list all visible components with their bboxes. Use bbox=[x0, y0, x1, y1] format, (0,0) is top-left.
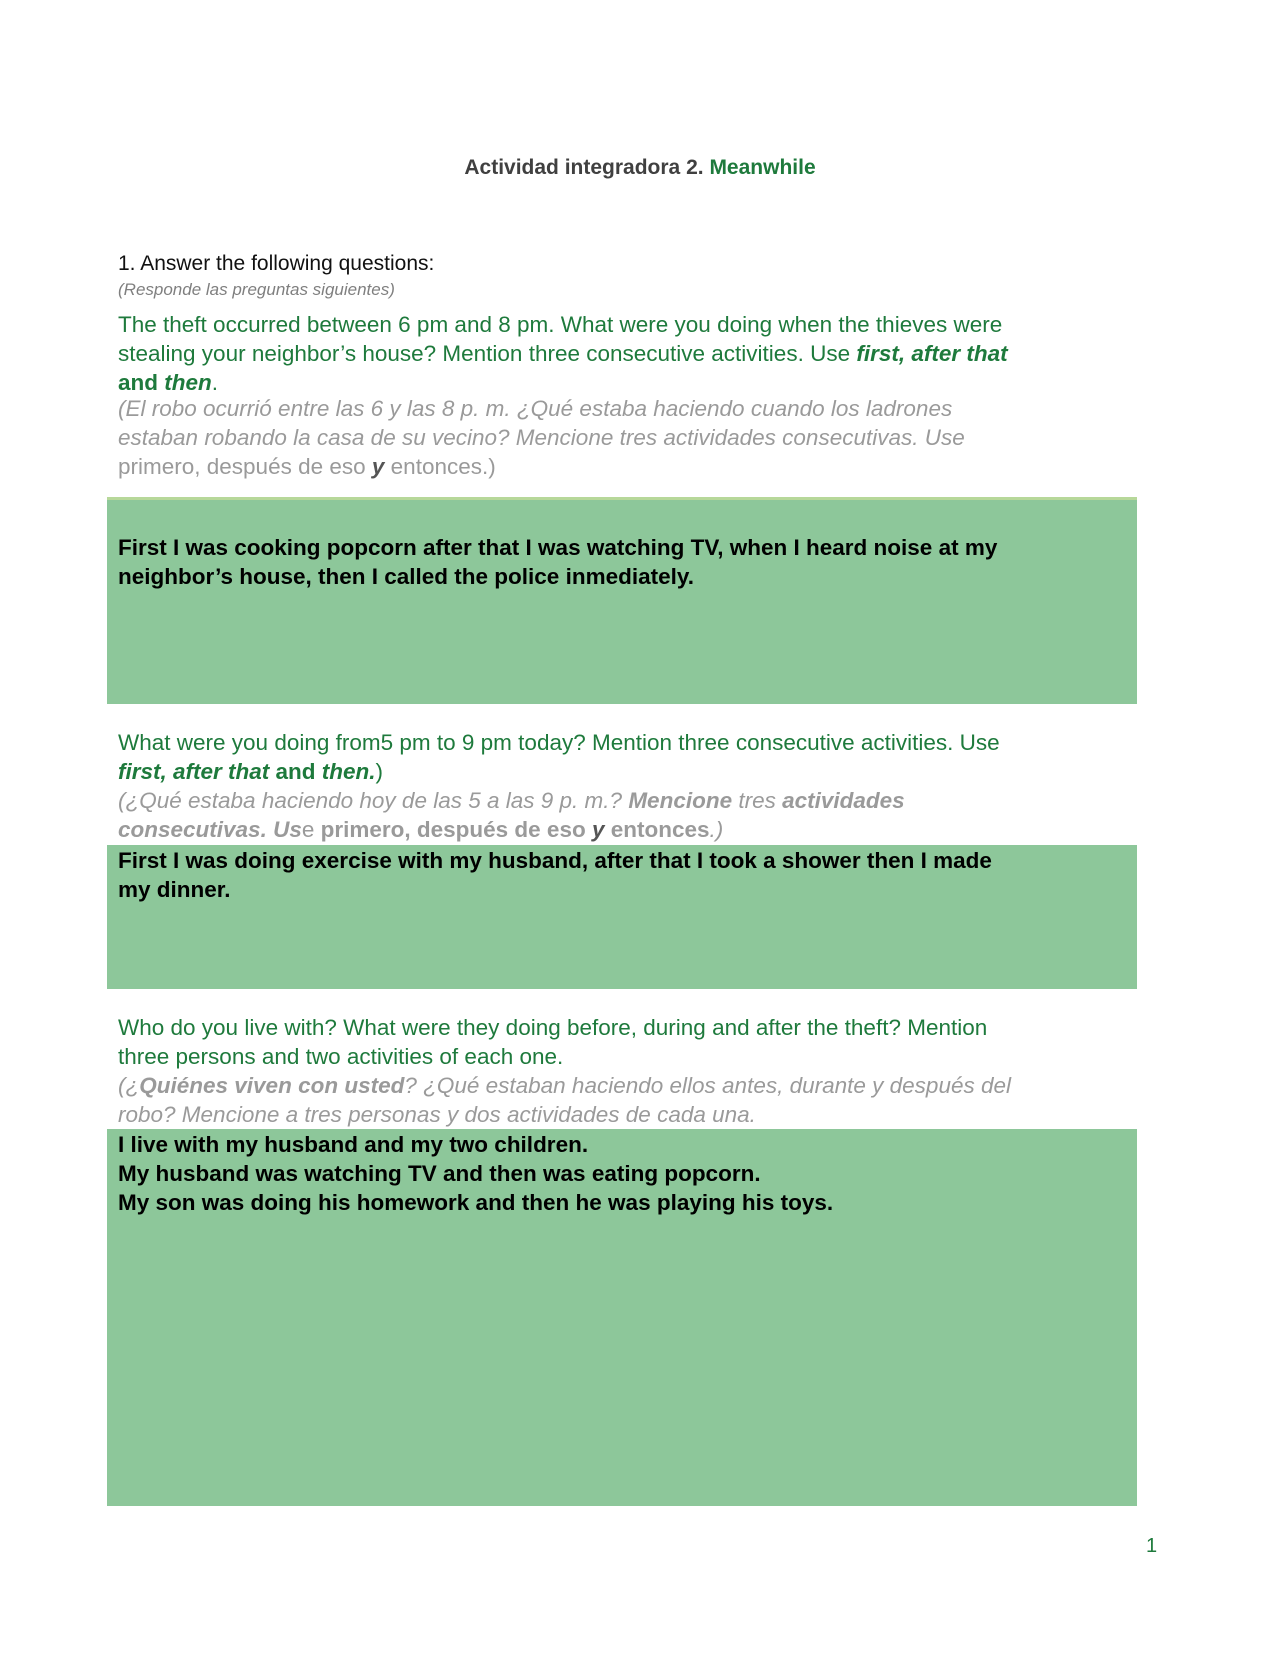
title-accent: Meanwhile bbox=[709, 156, 816, 179]
q3-es-line1: (¿Quiénes viven con usted? ¿Qué estaban haciendo ellos antes, durante y después del bbox=[118, 1073, 1011, 1098]
q1-es-line2: estaban robando la casa de su vecino? Mencione tres actividades consecutivas. Use bbox=[118, 425, 965, 450]
question-1-spanish bbox=[118, 394, 1168, 481]
answer-1-line2: neighbor’s house, then I called the police inmediately. bbox=[118, 564, 694, 589]
q1-en-line2: stealing your neighbor’s house? Mention three consecutive activities. Use first, after that bbox=[118, 341, 1008, 366]
question-1-english bbox=[118, 310, 1168, 397]
answer-2-line2: my dinner. bbox=[118, 877, 231, 902]
answer-3-line2: My husband was watching TV and then was eating popcorn. bbox=[118, 1161, 761, 1186]
title-main: Actividad integradora 2. bbox=[464, 156, 704, 179]
page-title bbox=[0, 156, 1280, 180]
question-2-spanish bbox=[118, 786, 1168, 844]
q2-en-line1: What were you doing from5 pm to 9 pm today? Mention three consecutive activities. Use bbox=[118, 730, 1000, 755]
page-number: 1 bbox=[1146, 1535, 1158, 1557]
answer-3-line3: My son was doing his homework and then he was playing his toys. bbox=[118, 1190, 834, 1215]
q1-en-line1: The theft occurred between 6 pm and 8 pm. What were you doing when the thieves were bbox=[118, 312, 1003, 337]
q2-es-line1: (¿Qué estaba haciendo hoy de las 5 a las 9 p. m.? Mencione tres actividades bbox=[118, 788, 905, 813]
q1-es-line3: primero, después de eso y entonces.) bbox=[118, 454, 496, 479]
question-3-english bbox=[118, 1013, 1168, 1071]
answer-1-line1: First I was cooking popcorn after that I was watching TV, when I heard noise at my bbox=[118, 535, 998, 560]
q3-es-line2: robo? Mencione a tres personas y dos actividades de cada una. bbox=[118, 1102, 756, 1127]
q2-es-line2: consecutivas. Use primero, después de eso y entonces.) bbox=[118, 817, 724, 842]
answer-3-text[interactable] bbox=[118, 1130, 1138, 1217]
instructions-subheading: (Responde las preguntas siguientes) bbox=[118, 280, 395, 299]
answer-1-text[interactable] bbox=[118, 533, 1138, 591]
answer-2-text[interactable] bbox=[118, 846, 1138, 904]
q1-en-line3: and then. bbox=[118, 370, 219, 395]
question-2-english bbox=[118, 728, 1168, 786]
q2-en-line2: first, after that and then.) bbox=[118, 759, 384, 784]
answer-3-line1: I live with my husband and my two children. bbox=[118, 1132, 589, 1157]
question-3-spanish bbox=[118, 1071, 1168, 1129]
q1-es-line1: (El robo ocurrió entre las 6 y las 8 p. m. ¿Qué estaba haciendo cuando los ladrones bbox=[118, 396, 953, 421]
q3-en-line1: Who do you live with? What were they doing before, during and after the theft? Mention bbox=[118, 1015, 988, 1040]
q3-en-line2: three persons and two activities of each one. bbox=[118, 1044, 564, 1069]
answer-2-line1: First I was doing exercise with my husband, after that I took a shower then I made bbox=[118, 848, 992, 873]
instructions-heading: 1. Answer the following questions: bbox=[118, 252, 435, 275]
answer-box-1[interactable] bbox=[107, 497, 1137, 704]
